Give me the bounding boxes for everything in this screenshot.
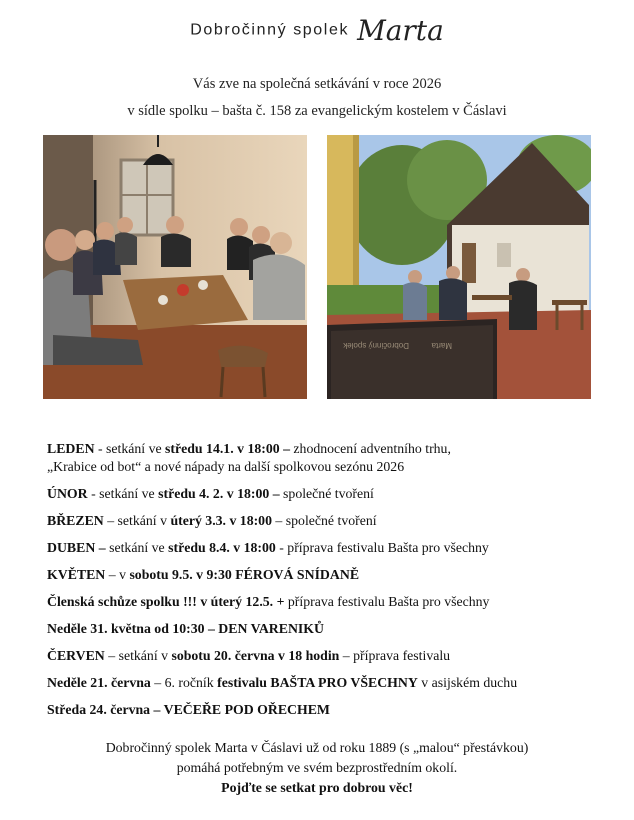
intro-line-1: Vás zve na společná setkávání v roce 2026 [192, 76, 442, 92]
sign-text-1: Dobročinný spolek [343, 341, 409, 350]
schedule-row-march: BŘEZEN – setkání v úterý 3.3. v 18:00 – společné tvoření [47, 513, 377, 528]
schedule-row-walnut-dinner: Středa 24. června – VEČEŘE POD OŘECHEM [47, 702, 330, 717]
footer-line-1: Dobročinný spolek Marta v Čáslavi už od roku 1889 (s „malou“ přestávkou) [105, 740, 529, 755]
schedule-row-festival: Neděle 21. června – 6. ročník festivalu BAŠTA PRO VŠECHNY v asijském duchu [47, 675, 518, 690]
outdoor-courtyard-photo [327, 135, 591, 399]
event-schedule [47, 440, 627, 728]
schedule-row-vareniky-day: Neděle 31. května od 10:30 – DEN VARENIKŮ [47, 621, 324, 636]
intro-line-2: v sídle spolku – bašta č. 158 za evangelickým kostelem v Čáslavi [127, 103, 507, 119]
indoor-gathering-photo [43, 135, 307, 399]
letterhead [0, 14, 634, 47]
schedule-row-june: ČERVEN – setkání v sobotu 20. června v 18 hodin – příprava festivalu [47, 648, 451, 663]
schedule-row-april: DUBEN – setkání ve středu 8.4. v 18:00 - příprava festivalu Bašta pro všechny [47, 540, 489, 555]
schedule-row-january: LEDEN - setkání ve středu 14.1. v 18:00 – zhodnocení adventního trhu, „Krabice od bot“ a nové nápady na další spolkovou sezónu 2026 [47, 441, 451, 474]
org-logo-script: Marta [357, 14, 444, 47]
schedule-row-may: KVĚTEN – v sobotu 9.5. v 9:30 FÉROVÁ SNÍDANĚ [47, 567, 360, 582]
schedule-row-members-meeting: Členská schůze spolku !!! v úterý 12.5. + příprava festivalu Bašta pro všechny [47, 594, 490, 609]
footer [0, 738, 634, 798]
footer-call-to-action: Pojďte se setkat pro dobrou věc! [221, 780, 413, 795]
org-name: Dobročinný spolek [190, 21, 350, 39]
footer-line-2: pomáhá potřebným ve svém bezprostředním okolí. [176, 760, 458, 775]
schedule-row-february: ÚNOR - setkání ve středu 4. 2. v 18:00 – společné tvoření [47, 486, 374, 501]
sign-text-2: Marta [431, 341, 452, 350]
